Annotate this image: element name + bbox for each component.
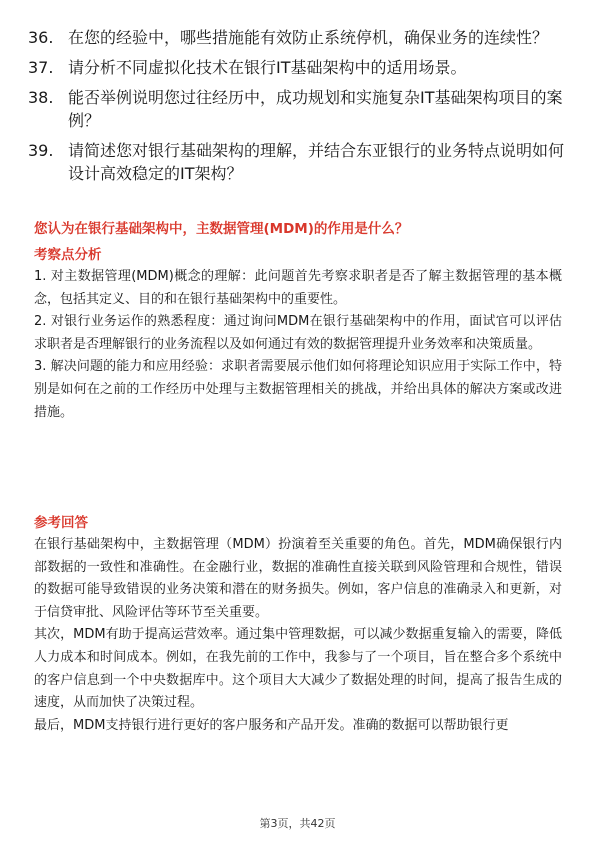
question-list <box>28 26 568 192</box>
answer-paragraph: 其次，MDM有助于提高运营效率。通过集中管理数据，可以减少数据重复输入的需要，降低人力成本和时间成本。例如，在我先前的工作中，我参与了一个项目，旨在整合多个系统中的客户信息到一个中央数据库中。这个项目大大减少了数据处理的时间，提高了报告生成的速度，从而加快了决策过程。 <box>34 627 562 711</box>
question-item <box>28 26 568 49</box>
answer-paragraph: 在银行基础架构中，主数据管理（MDM）扮演着至关重要的角色。首先，MDM确保银行内部数据的一致性和准确性。在金融行业，数据的准确性直接关联到风险管理和合规性，错误的数据可能导致错误的业务决策和潜在的财务损失。例如，客户信息的准确录入和更新，对于信贷审批、风险评估等环节至关重要。 <box>34 537 562 620</box>
page-footer: 第3页，共42页 <box>259 817 336 830</box>
answer-heading: 参考回答 <box>34 515 88 531</box>
answer-section <box>34 512 562 737</box>
question-text: 请简述您对银行基础架构的理解，并结合东亚银行的业务特点说明如何设计高效稳定的IT架构？ <box>68 141 565 183</box>
question-item <box>28 139 568 185</box>
question-text: 能否举例说明您过往经历中，成功规划和实施复杂IT基础架构项目的案例？ <box>68 88 563 130</box>
question-item <box>28 56 568 79</box>
question-number: 38. <box>28 88 54 107</box>
question-item <box>28 86 568 132</box>
analysis-point: 3. 解决问题的能力和应用经验：求职者需要展示他们如何将理论知识应用于实际工作中，特别是如何在之前的工作经历中处理与主数据管理相关的挑战，并给出具体的解决方案或改进措施。 <box>34 359 562 420</box>
analysis-section <box>34 244 562 424</box>
highlight-question: 您认为在银行基础架构中，主数据管理(MDM)的作用是什么？ <box>34 221 409 237</box>
analysis-point: 1. 对主数据管理(MDM)概念的理解：此问题首先考察求职者是否了解主数据管理的基本概念，包括其定义、目的和在银行基础架构中的重要性。 <box>34 269 562 307</box>
question-text: 请分析不同虚拟化技术在银行IT基础架构中的适用场景。 <box>68 58 467 77</box>
answer-paragraph: 最后，MDM支持银行进行更好的客户服务和产品开发。准确的数据可以帮助银行更 <box>34 717 509 733</box>
question-number: 39. <box>28 141 54 160</box>
highlight-question-section <box>34 218 562 240</box>
question-number: 37. <box>28 58 54 77</box>
question-text: 在您的经验中，哪些措施能有效防止系统停机，确保业务的连续性？ <box>68 28 549 47</box>
analysis-point: 2. 对银行业务运作的熟悉程度：通过询问MDM在银行基础架构中的作用，面试官可以评估求职者是否理解银行的业务流程以及如何通过有效的数据管理提升业务效率和决策质量。 <box>34 314 562 352</box>
question-number: 36. <box>28 28 54 47</box>
analysis-heading: 考察点分析 <box>34 247 102 263</box>
